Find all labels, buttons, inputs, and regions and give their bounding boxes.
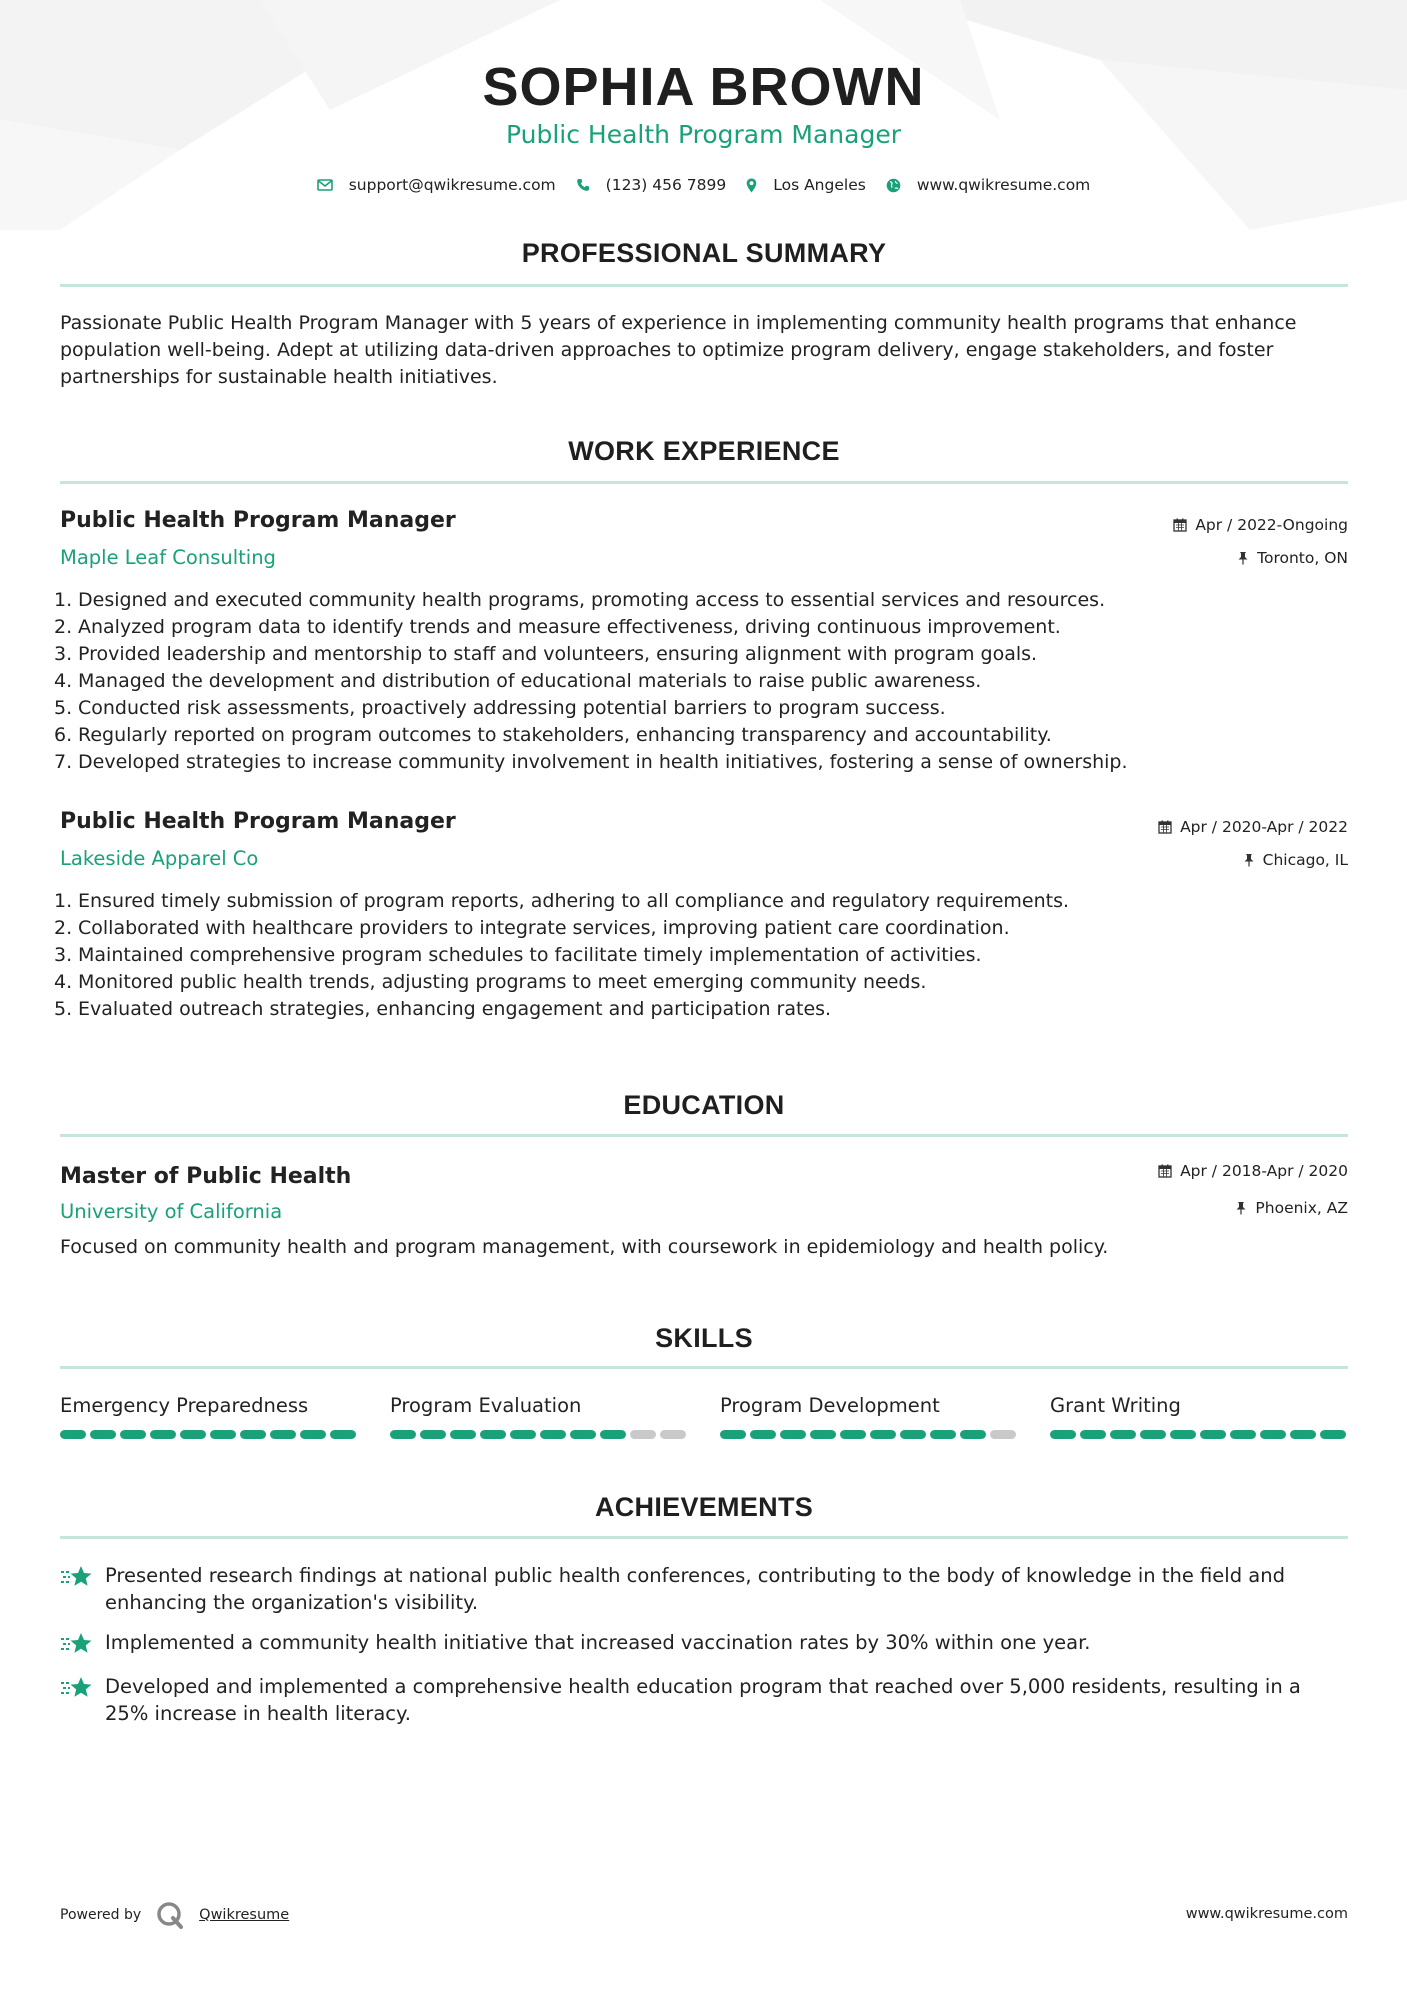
calendar-icon bbox=[1158, 820, 1172, 834]
contact-phone-text: (123) 456 7899 bbox=[605, 176, 727, 194]
list-item: 1. Designed and executed community health programs, promoting access to essential services and resources. bbox=[54, 589, 1106, 611]
rating-dot-filled bbox=[1110, 1430, 1136, 1439]
rating-dot-filled bbox=[120, 1430, 146, 1439]
skill-rating bbox=[720, 1430, 1020, 1439]
skill-item bbox=[720, 1394, 1020, 1439]
rating-dot-filled bbox=[180, 1430, 206, 1439]
job-company: Lakeside Apparel Co bbox=[60, 847, 259, 870]
job-bullets bbox=[54, 888, 1354, 1023]
rating-dot-filled bbox=[1290, 1430, 1316, 1439]
job-location-text: Chicago, IL bbox=[1262, 851, 1348, 869]
rating-dot-filled bbox=[1050, 1430, 1076, 1439]
list-item: 6. Regularly reported on program outcomes to stakeholders, enhancing transparency and accountability. bbox=[54, 724, 1052, 746]
rating-dot-filled bbox=[210, 1430, 236, 1439]
rating-dot-filled bbox=[870, 1430, 896, 1439]
list-item: 5. Evaluated outreach strategies, enhancing engagement and participation rates. bbox=[54, 998, 832, 1020]
skill-name: Emergency Preparedness bbox=[60, 1394, 309, 1417]
education-description: Focused on community health and program management, with coursework in epidemiology and health policy. bbox=[60, 1236, 1109, 1258]
rating-dot-filled bbox=[450, 1430, 476, 1439]
candidate-role: Public Health Program Manager bbox=[506, 120, 901, 149]
skill-item bbox=[60, 1394, 360, 1439]
pushpin-icon bbox=[1243, 853, 1255, 867]
rating-dot-filled bbox=[1320, 1430, 1346, 1439]
skill-rating bbox=[390, 1430, 690, 1439]
achievement-item bbox=[60, 1562, 1350, 1616]
section-divider bbox=[60, 481, 1348, 484]
rating-dot-filled bbox=[1170, 1430, 1196, 1439]
education-location bbox=[1235, 1199, 1348, 1217]
section-title-experience: WORK EXPERIENCE bbox=[568, 436, 840, 466]
map-marker-icon bbox=[746, 178, 757, 193]
rating-dot-filled bbox=[930, 1430, 956, 1439]
shooting-star-icon bbox=[60, 1631, 94, 1657]
calendar-icon bbox=[1158, 1164, 1172, 1178]
achievement-text: Implemented a community health initiative that increased vaccination rates by 30% within one year. bbox=[105, 1631, 1091, 1654]
phone-icon bbox=[576, 178, 590, 192]
rating-dot-filled bbox=[390, 1430, 416, 1439]
rating-dot-filled bbox=[480, 1430, 506, 1439]
rating-dot-filled bbox=[1140, 1430, 1166, 1439]
section-divider bbox=[60, 1536, 1348, 1539]
skill-name: Program Evaluation bbox=[390, 1394, 582, 1417]
pushpin-icon bbox=[1235, 1201, 1247, 1215]
rating-dot-filled bbox=[720, 1430, 746, 1439]
skill-name: Grant Writing bbox=[1050, 1394, 1181, 1417]
job-dates bbox=[1173, 516, 1348, 534]
rating-dot-filled bbox=[570, 1430, 596, 1439]
powered-by-label: Powered by bbox=[60, 1907, 142, 1923]
contact-bar bbox=[0, 174, 1407, 196]
rating-dot-filled bbox=[600, 1430, 626, 1439]
contact-location bbox=[746, 176, 866, 194]
contact-website[interactable] bbox=[886, 176, 1090, 194]
list-item: 3. Provided leadership and mentorship to staff and volunteers, ensuring alignment with program goals. bbox=[54, 643, 1038, 665]
footer-powered-by bbox=[60, 1898, 289, 1932]
education-school: University of California bbox=[60, 1200, 283, 1223]
pushpin-icon bbox=[1237, 551, 1249, 565]
job-title: Public Health Program Manager bbox=[60, 508, 456, 533]
rating-dot-filled bbox=[420, 1430, 446, 1439]
achievement-item bbox=[60, 1673, 1350, 1727]
calendar-icon bbox=[1173, 518, 1187, 532]
education-dates-text: Apr / 2018-Apr / 2020 bbox=[1180, 1162, 1348, 1180]
list-item: 4. Monitored public health trends, adjusting programs to meet emerging community needs. bbox=[54, 971, 927, 993]
job-dates-text: Apr / 2020-Apr / 2022 bbox=[1180, 818, 1348, 836]
section-divider bbox=[60, 1366, 1348, 1369]
contact-email[interactable] bbox=[317, 176, 556, 194]
list-item: 2. Analyzed program data to identify trends and measure effectiveness, driving continuous improvement. bbox=[54, 616, 1061, 638]
list-item: 4. Managed the development and distribution of educational materials to raise public awareness. bbox=[54, 670, 982, 692]
rating-dot-filled bbox=[780, 1430, 806, 1439]
shooting-star-icon bbox=[60, 1564, 94, 1590]
brand-link[interactable]: Qwikresume bbox=[199, 1907, 290, 1923]
contact-location-text: Los Angeles bbox=[773, 176, 866, 194]
job-company: Maple Leaf Consulting bbox=[60, 546, 276, 569]
contact-phone[interactable] bbox=[576, 176, 727, 194]
rating-dot-filled bbox=[240, 1430, 266, 1439]
footer-website[interactable]: www.qwikresume.com bbox=[1185, 1906, 1348, 1922]
rating-dot-filled bbox=[900, 1430, 926, 1439]
skill-rating bbox=[60, 1430, 360, 1439]
skill-item bbox=[390, 1394, 690, 1439]
rating-dot-filled bbox=[1080, 1430, 1106, 1439]
education-dates bbox=[1158, 1162, 1348, 1180]
skill-name: Program Development bbox=[720, 1394, 940, 1417]
skill-item bbox=[1050, 1394, 1350, 1439]
rating-dot-filled bbox=[150, 1430, 176, 1439]
section-title-achievements: ACHIEVEMENTS bbox=[594, 1492, 814, 1522]
achievement-item bbox=[60, 1629, 1350, 1661]
rating-dot-filled bbox=[1200, 1430, 1226, 1439]
list-item: 3. Maintained comprehensive program schedules to facilitate timely implementation of activities. bbox=[54, 944, 982, 966]
rating-dot-filled bbox=[1260, 1430, 1286, 1439]
section-divider bbox=[60, 284, 1348, 287]
list-item: 2. Collaborated with healthcare providers to integrate services, improving patient care coordination. bbox=[54, 917, 1010, 939]
rating-dot-filled bbox=[90, 1430, 116, 1439]
rating-dot-filled bbox=[840, 1430, 866, 1439]
job-bullets bbox=[54, 587, 1354, 776]
section-title-education: EDUCATION bbox=[623, 1090, 785, 1120]
list-item: 7. Developed strategies to increase community involvement in health initiatives, fostering a sense of ownership. bbox=[54, 751, 1128, 773]
skill-rating bbox=[1050, 1430, 1350, 1439]
summary-text: Passionate Public Health Program Manager with 5 years of experience in implementing community health programs that enhance population well-being. Adept at utilizing data-driven approaches to optimize program delivery, engage stakeholders, and foster partnerships for sustainable health initiatives. bbox=[60, 312, 1297, 388]
job-dates bbox=[1158, 818, 1348, 836]
job-location bbox=[1237, 549, 1348, 567]
rating-dot-filled bbox=[270, 1430, 296, 1439]
rating-dot-filled bbox=[510, 1430, 536, 1439]
job-location-text: Toronto, ON bbox=[1257, 549, 1348, 567]
achievement-text: Presented research findings at national public health conferences, contributing to the body of knowledge in the field and enhancing the organization's visibility. bbox=[105, 1564, 1285, 1614]
education-degree: Master of Public Health bbox=[60, 1164, 352, 1189]
rating-dot-filled bbox=[960, 1430, 986, 1439]
rating-dot-filled bbox=[330, 1430, 356, 1439]
rating-dot-empty bbox=[990, 1430, 1016, 1439]
contact-website-text: www.qwikresume.com bbox=[916, 176, 1091, 194]
job-title: Public Health Program Manager bbox=[60, 809, 456, 834]
candidate-name: SOPHIA BROWN bbox=[482, 57, 925, 117]
skills-list bbox=[60, 1394, 1350, 1439]
achievement-text: Developed and implemented a comprehensive health education program that reached over 5,000 residents, resulting in a 25% increase in health literacy. bbox=[105, 1675, 1301, 1725]
section-divider bbox=[60, 1134, 1348, 1137]
list-item: 5. Conducted risk assessments, proactively addressing potential barriers to program success. bbox=[54, 697, 946, 719]
job-dates-text: Apr / 2022-Ongoing bbox=[1195, 516, 1348, 534]
envelope-icon bbox=[317, 179, 333, 191]
shooting-star-icon bbox=[60, 1675, 94, 1701]
rating-dot-filled bbox=[750, 1430, 776, 1439]
rating-dot-filled bbox=[60, 1430, 86, 1439]
contact-email-text: support@qwikresume.com bbox=[348, 176, 556, 194]
rating-dot-filled bbox=[1230, 1430, 1256, 1439]
job-location bbox=[1243, 851, 1348, 869]
qwikresume-logo-icon bbox=[155, 1900, 185, 1930]
rating-dot-filled bbox=[810, 1430, 836, 1439]
section-title-summary: PROFESSIONAL SUMMARY bbox=[521, 238, 887, 268]
rating-dot-empty bbox=[660, 1430, 686, 1439]
education-location-text: Phoenix, AZ bbox=[1255, 1199, 1348, 1217]
globe-icon bbox=[886, 178, 901, 193]
rating-dot-filled bbox=[300, 1430, 326, 1439]
rating-dot-empty bbox=[630, 1430, 656, 1439]
list-item: 1. Ensured timely submission of program reports, adhering to all compliance and regulatory requirements. bbox=[54, 890, 1070, 912]
section-title-skills: SKILLS bbox=[655, 1323, 753, 1353]
rating-dot-filled bbox=[540, 1430, 566, 1439]
